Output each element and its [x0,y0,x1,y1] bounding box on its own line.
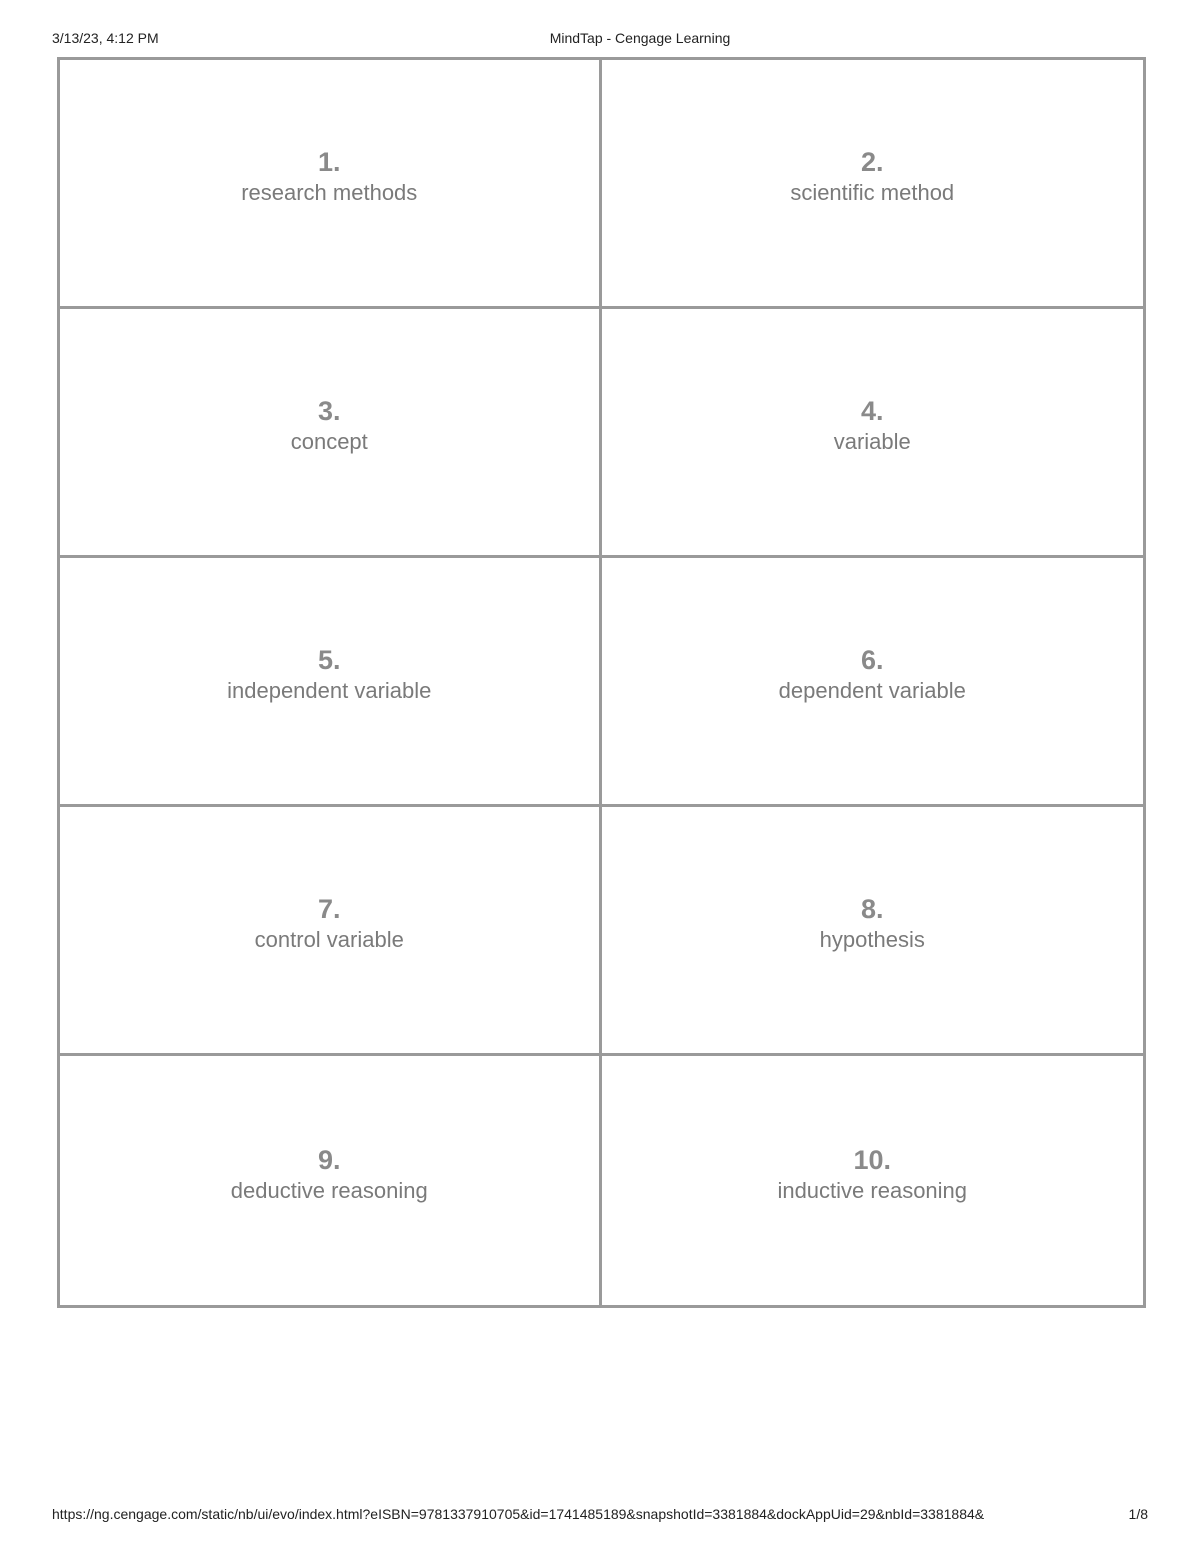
card-number: 7. [317,894,341,924]
flashcard-grid [57,57,1146,1308]
flashcard [60,309,602,558]
flashcard [60,60,602,309]
card-number: 9. [317,1144,341,1175]
card-term: deductive reasoning [230,1177,428,1203]
card-term: research methods [241,180,418,205]
card-term: variable [833,429,911,454]
card-number: 8. [860,894,884,924]
card-term: concept [290,429,368,454]
flashcard [602,1056,1144,1305]
flashcard [602,60,1144,309]
card-number: 1. [317,147,341,177]
flashcard [60,558,602,807]
card-term: independent variable [227,678,432,703]
flashcard [602,309,1144,558]
page-title: MindTap - Cengage Learning [549,30,731,46]
card-term: inductive reasoning [777,1177,968,1203]
page-indicator: 1/8 [1128,1506,1148,1522]
card-number: 2. [860,147,884,177]
card-number: 6. [860,645,884,675]
card-term: hypothesis [819,927,925,952]
card-term: scientific method [790,180,955,205]
card-number: 3. [317,396,341,426]
flashcard [60,1056,602,1305]
card-term: dependent variable [778,678,966,703]
card-number: 10. [853,1144,892,1175]
print-date: 3/13/23, 4:12 PM [52,30,159,46]
card-term: control variable [254,927,404,952]
print-url: https://ng.cengage.com/static/nb/ui/evo/index.html?eISBN=9781337910705&id=1741485189&snapshotId=3381884&dockAppUid=29&nbId=3381884& [52,1506,985,1522]
print-header [52,30,1148,48]
flashcard [602,807,1144,1056]
print-footer [52,1506,1148,1524]
flashcard [60,807,602,1056]
card-number: 5. [317,645,341,675]
card-number: 4. [860,396,884,426]
flashcard [602,558,1144,807]
